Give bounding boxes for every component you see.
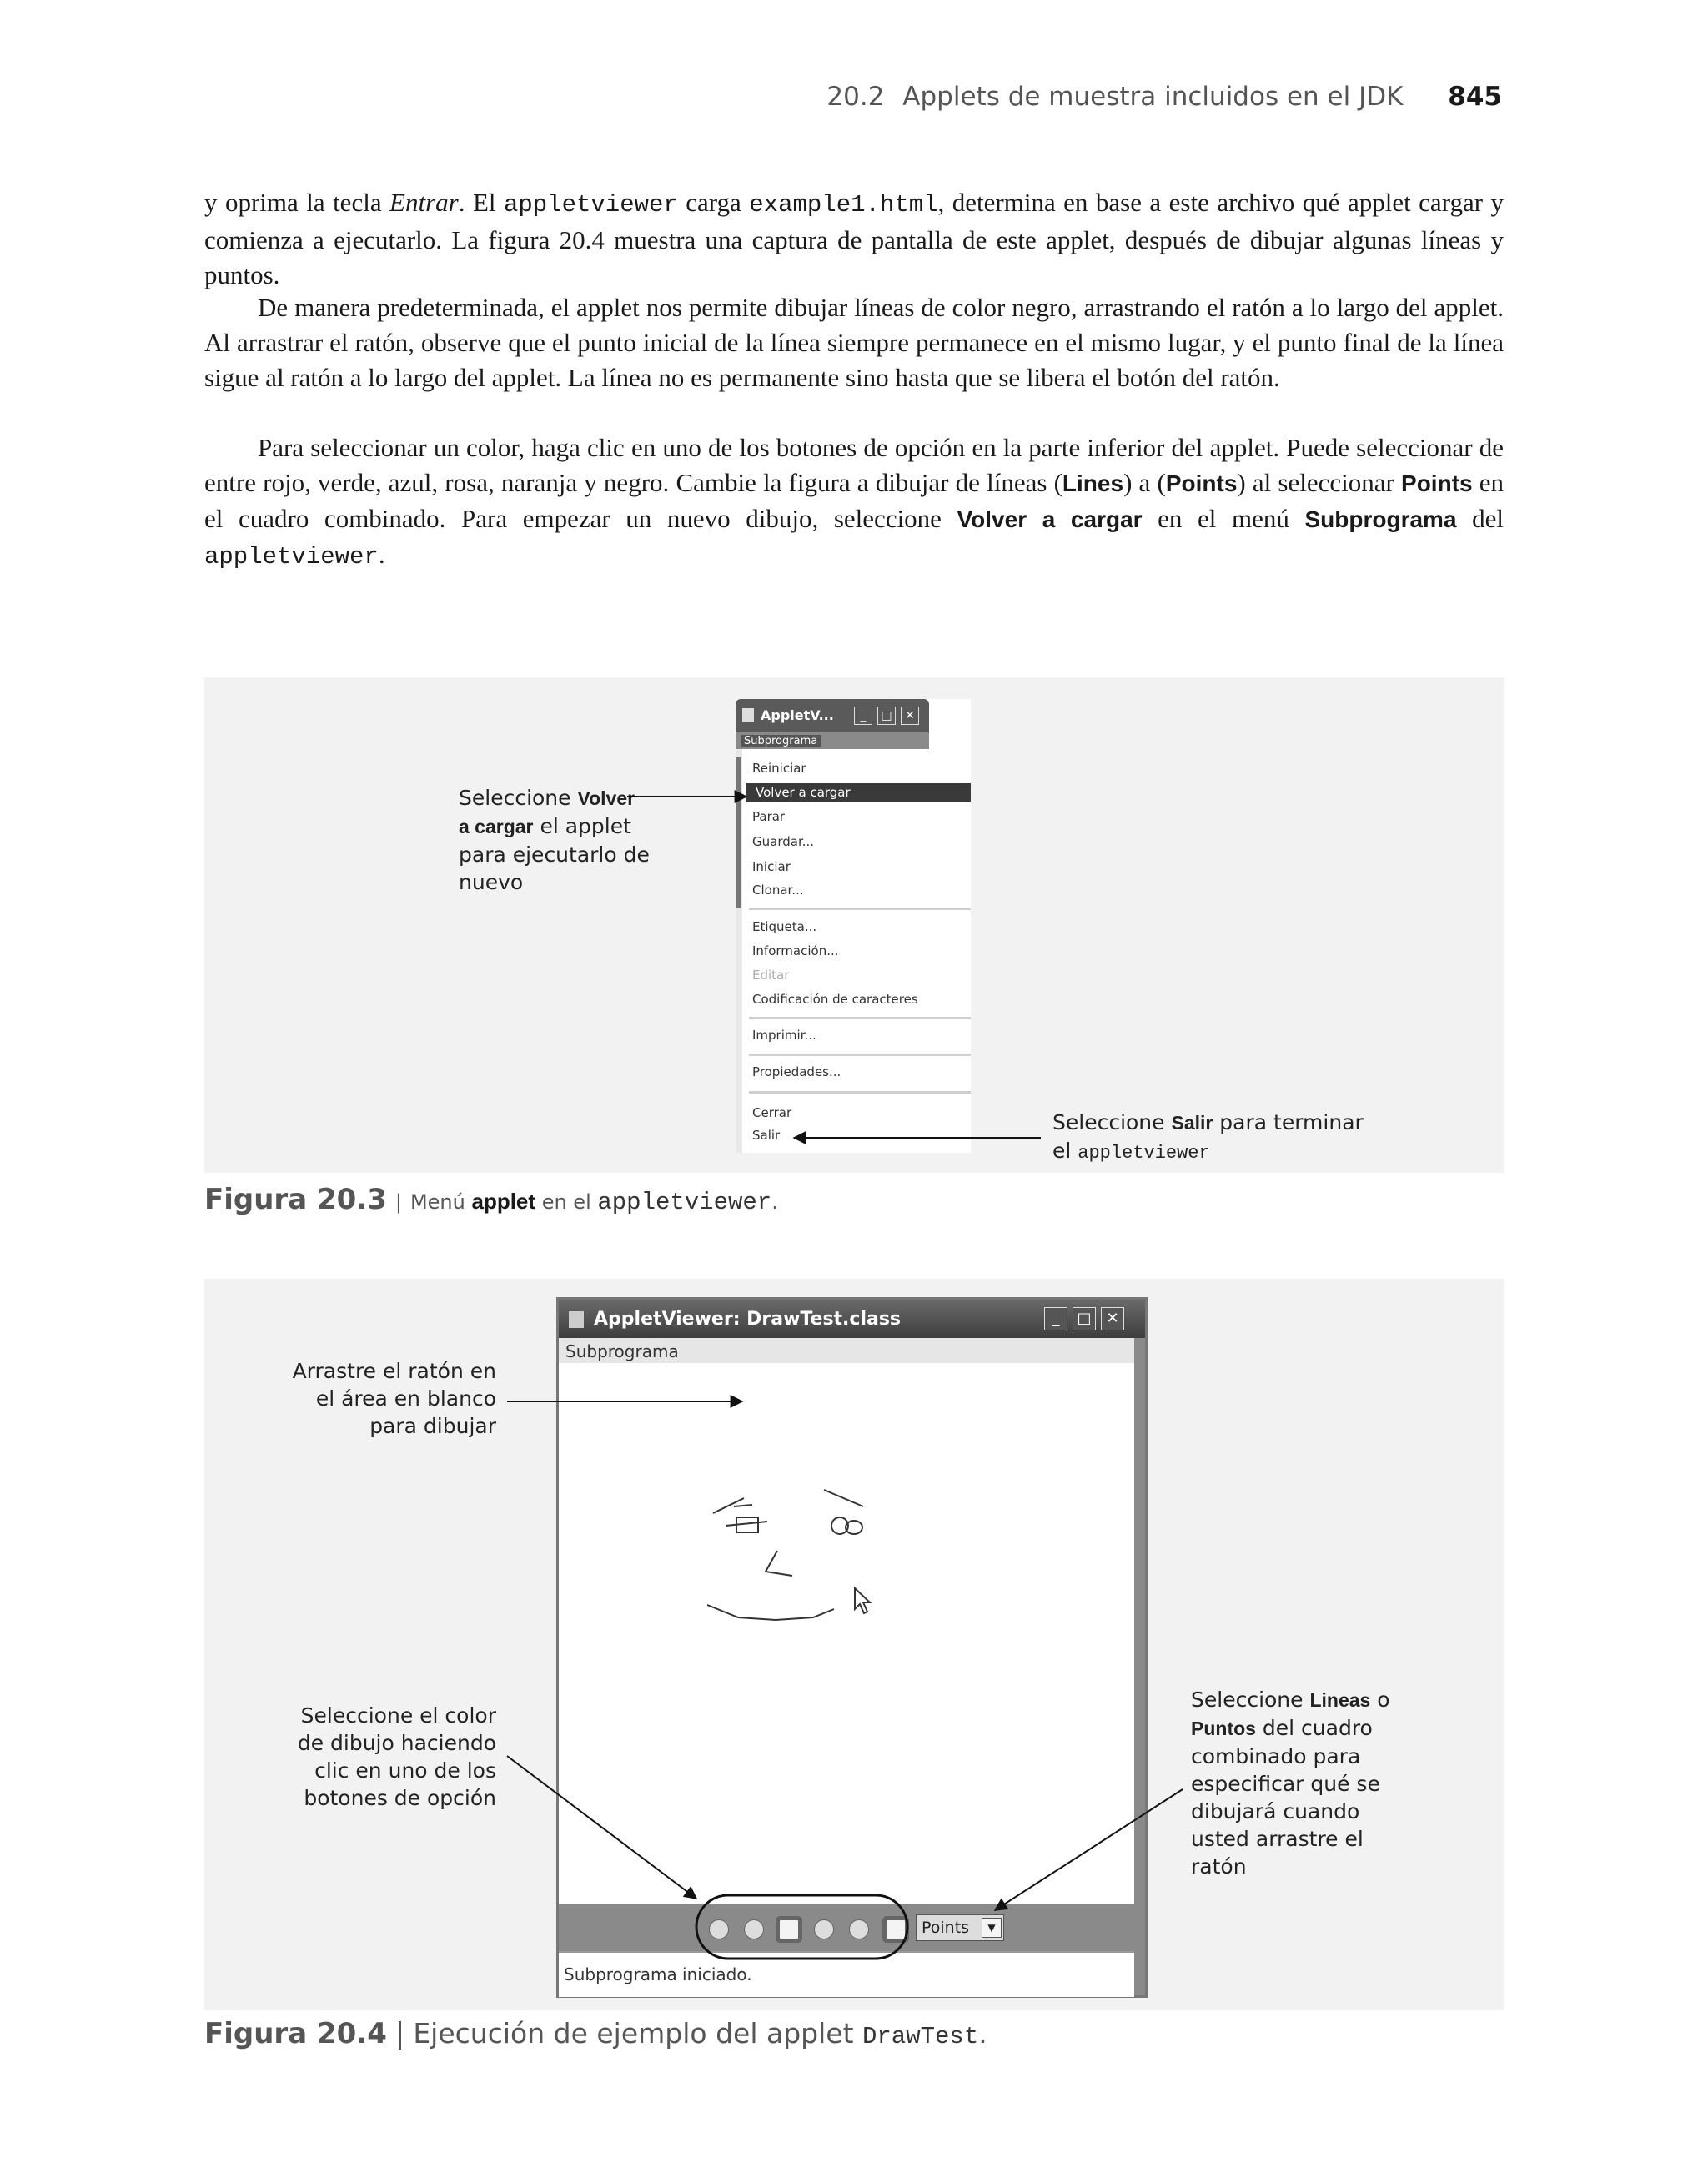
figure-label: Figura 20.4 [204, 2017, 387, 2050]
menu-item-editar: Editar [752, 968, 790, 983]
menu-item-cerrar[interactable]: Cerrar [752, 1105, 792, 1120]
paragraph-2: De manera predeterminada, el applet nos permite dibujar líneas de color negro, arrastrando el ratón a lo largo del applet. Al arrastrar el ratón, observe que el punto inicial de la línea siempre permanece en el mismo lugar, y el punto final de la línea sigue al ratón a lo largo del applet. La línea no es permanente sino hasta que se libera el botón del ratón. [204, 293, 1504, 392]
maximize-icon[interactable]: □ [1073, 1307, 1096, 1330]
minimize-icon[interactable]: _ [854, 707, 872, 725]
menu-item-etiqueta[interactable]: Etiqueta... [752, 919, 817, 934]
menu-item-informacion[interactable]: Información... [752, 943, 839, 958]
menu-item-parar[interactable]: Parar [752, 809, 786, 824]
menu-item-salir[interactable]: Salir [752, 1128, 781, 1143]
figure-label: Figura 20.3 [204, 1183, 387, 1216]
arrow-to-combo [995, 1789, 1183, 1910]
minimize-icon[interactable]: _ [1044, 1307, 1068, 1330]
menu-item-reiniciar[interactable]: Reiniciar [752, 761, 806, 776]
menu-subprograma[interactable]: Subprograma [741, 735, 821, 747]
menu-item-volver-a-cargar[interactable]: Volver a cargar [746, 783, 971, 802]
window-title: AppletViewer: DrawTest.class [594, 1309, 902, 1330]
callout-color-radios: Seleccione el color de dibujo haciendo clic en uno de los botones de opción [297, 1703, 496, 1810]
radio-group-highlight [696, 1895, 907, 1959]
combo-value: Points [922, 1919, 970, 1937]
paragraph-1: y oprima la tecla Entrar. El appletviewer carga example1.html, determina en base a este archivo qué applet cargar y comienza a ejecutarlo. La figura 20.4 muestra una captura de pantalla de este applet, después de dibujar algunas líneas y puntos. [204, 188, 1504, 289]
menu-item-propiedades[interactable]: Propiedades... [752, 1064, 841, 1079]
callout-combo-box: Seleccione Lineas o Puntos del cuadro combinado para especificar qué se dibujará cuando usted arrastre el ratón [1191, 1688, 1390, 1879]
callout-salir: Seleccione Salir para terminar el appletviewer [1052, 1110, 1364, 1164]
section-number: 20.2 [826, 82, 885, 112]
close-icon[interactable]: ✕ [1101, 1307, 1124, 1330]
menu-item-guardar[interactable]: Guardar... [752, 834, 815, 849]
code-appletviewer: appletviewer [503, 191, 678, 219]
page-number: 845 [1448, 82, 1502, 112]
chevron-down-icon[interactable]: ▼ [982, 1918, 1002, 1938]
figure-20-4-caption: Figura 20.4 | Ejecución de ejemplo del applet DrawTest. [204, 2017, 987, 2050]
callout-drag: Arrastre el ratón en el área en blanco para dibujar [292, 1359, 496, 1438]
status-text: Subprograma iniciado. [564, 1964, 752, 1984]
callout-volver-a-cargar: Seleccione Volver a cargar el applet para ejecutarlo de nuevo [459, 786, 650, 894]
paragraph-3: Para seleccionar un color, haga clic en uno de los botones de opción en la parte inferior del applet. Puede seleccionar de entre rojo, verde, azul, rosa, naranja y negro. Cambie la figura a dibujar de líneas (Lines) a (Points) al seleccionar Points en el cuadro combinado. Para empezar un nuevo dibujo, seleccione Volver a cargar en el menú Subprograma del appletviewer. [204, 433, 1505, 571]
menu-subprograma[interactable]: Subprograma [565, 1341, 679, 1361]
close-icon[interactable]: ✕ [901, 707, 919, 725]
menu-window-title: AppletV... [761, 707, 834, 723]
arrow-to-radios [507, 1756, 696, 1899]
maximize-icon[interactable]: □ [877, 707, 896, 725]
key-entrar: Entrar [389, 188, 459, 217]
section-title: Applets de muestra incluidos en el JDK [902, 82, 1404, 112]
menu-item-imprimir[interactable]: Imprimir... [752, 1028, 816, 1043]
figure-20-3-caption: Figura 20.3 | Menú applet en el appletviewer. [204, 1183, 778, 1216]
menu-item-iniciar[interactable]: Iniciar [752, 859, 791, 874]
code-example1: example1.html [749, 191, 938, 219]
menu-item-codificacion[interactable]: Codificación de caracteres [752, 992, 918, 1007]
menu-item-clonar[interactable]: Clonar... [752, 883, 804, 898]
